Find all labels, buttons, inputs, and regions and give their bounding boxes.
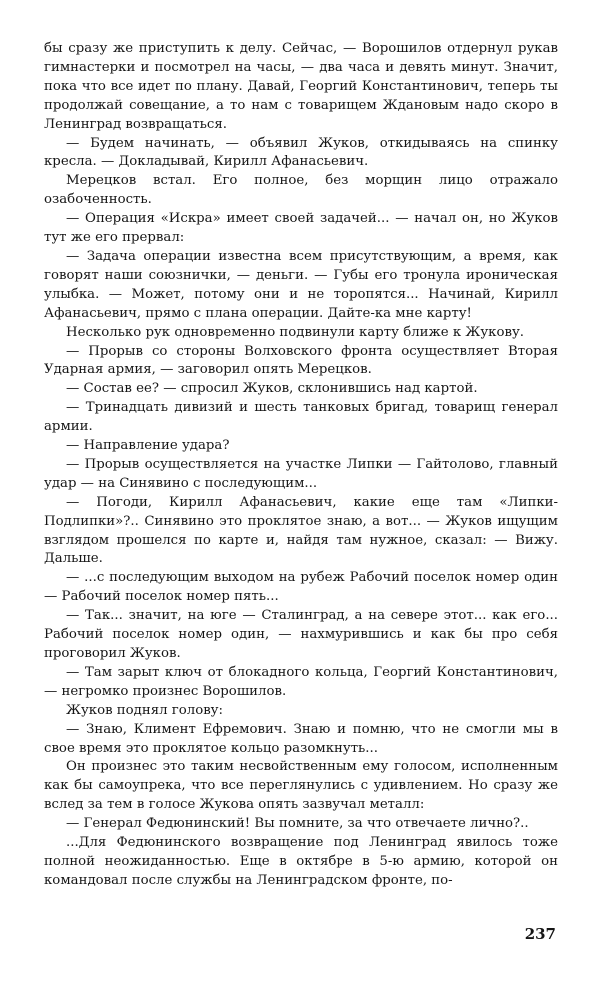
- paragraph-4: — Операция «Искра» имеет своей задачей... — начал он, но Жуков тут же его прервал:: [44, 211, 558, 246]
- paragraph-14: — Так... значит, на юге — Сталинград, а на севере этот... как его... Рабочий поселок номер один, — нахмурившись и как бы про себя проговорил Жуков.: [44, 608, 558, 661]
- paragraph-17: — Знаю, Климент Ефремович. Знаю и помню, что не смогли мы в свое время это проклятое кольцо разомкнуть...: [44, 721, 558, 756]
- paragraph-10: — Направление удара?: [66, 438, 230, 454]
- paragraph-3: Мерецков встал. Его полное, без морщин лицо отражало озабоченность.: [44, 173, 558, 208]
- paragraph-13: — ...с последующим выходом на рубеж Рабочий поселок номер один — Рабочий поселок номер пять...: [44, 570, 558, 605]
- paragraph-19: — Генерал Федюнинский! Вы помните, за что отвечаете лично?..: [66, 816, 529, 832]
- paragraph-18: Он произнес это таким несвойственным ему голосом, исполненным как бы самоупрека, что все переглянулись с удивлением. Но сразу же вслед за тем в голосе Жукова опять зазвучал металл:: [44, 759, 558, 813]
- paragraph-11: — Прорыв осуществляется на участке Липки — Гайтолово, главный удар — на Синявино с последующим...: [44, 456, 558, 491]
- paragraph-16: Жуков поднял голову:: [66, 702, 223, 718]
- paragraph-9: — Тринадцать дивизий и шесть танковых бригад, товарищ генерал армии.: [44, 400, 558, 435]
- paragraph-15: — Там зарыт ключ от блокадного кольца, Георгий Константинович, — негромко произнес Ворошилов.: [44, 664, 558, 699]
- paragraph-2: — Будем начинать, — объявил Жуков, откидываясь на спинку кресла. — Докладывай, Кирилл Афанасьевич.: [44, 135, 558, 170]
- page-number: 237: [524, 925, 556, 943]
- paragraph-5: — Задача операции известна всем присутствующим, а время, как говорят наши союзнички, — деньги. — Губы его тронула ироническая улыбка. — Может, потому они и не торопятся... Начинай, Кирилл Афанасьевич, прямо с плана операции. Дайте-ка мне карту!: [44, 248, 558, 321]
- paragraph-12: — Погоди, Кирилл Афанасьевич, какие еще там «Липки-Подлипки»?.. Синявино это проклятое знаю, а вот... — Жуков ищущим взглядом прошелся по карте и, найдя там нужное, сказал: — Вижу. Дальше.: [44, 494, 558, 567]
- paragraph-8: — Состав ее? — спросил Жуков, склонившись над картой.: [66, 381, 478, 397]
- paragraph-20: ...Для Федюнинского возвращение под Ленинград явилось тоже полной неожиданностью. Еще в октябре в 5-ю армию, которой он командовал после службы на Ленинградском фронте, по-: [44, 835, 558, 888]
- page-body: [44, 40, 558, 940]
- paragraph-1: бы сразу же приступить к делу. Сейчас, — Ворошилов отдернул рукав гимнастерки и посмотрел на часы, — два часа и девять минут. Значит, пока что все идет по плану. Давай, Георгий Константинович, теперь ты продолжай совещание, а то нам с товарищем Ждановым надо скоро в Ленинград возвращаться.: [44, 41, 558, 132]
- paragraph-6: Несколько рук одновременно подвинули карту ближе к Жукову.: [66, 324, 525, 340]
- paragraph-7: — Прорыв со стороны Волховского фронта осуществляет Вторая Ударная армия, — заговорил опять Мерецков.: [44, 343, 558, 378]
